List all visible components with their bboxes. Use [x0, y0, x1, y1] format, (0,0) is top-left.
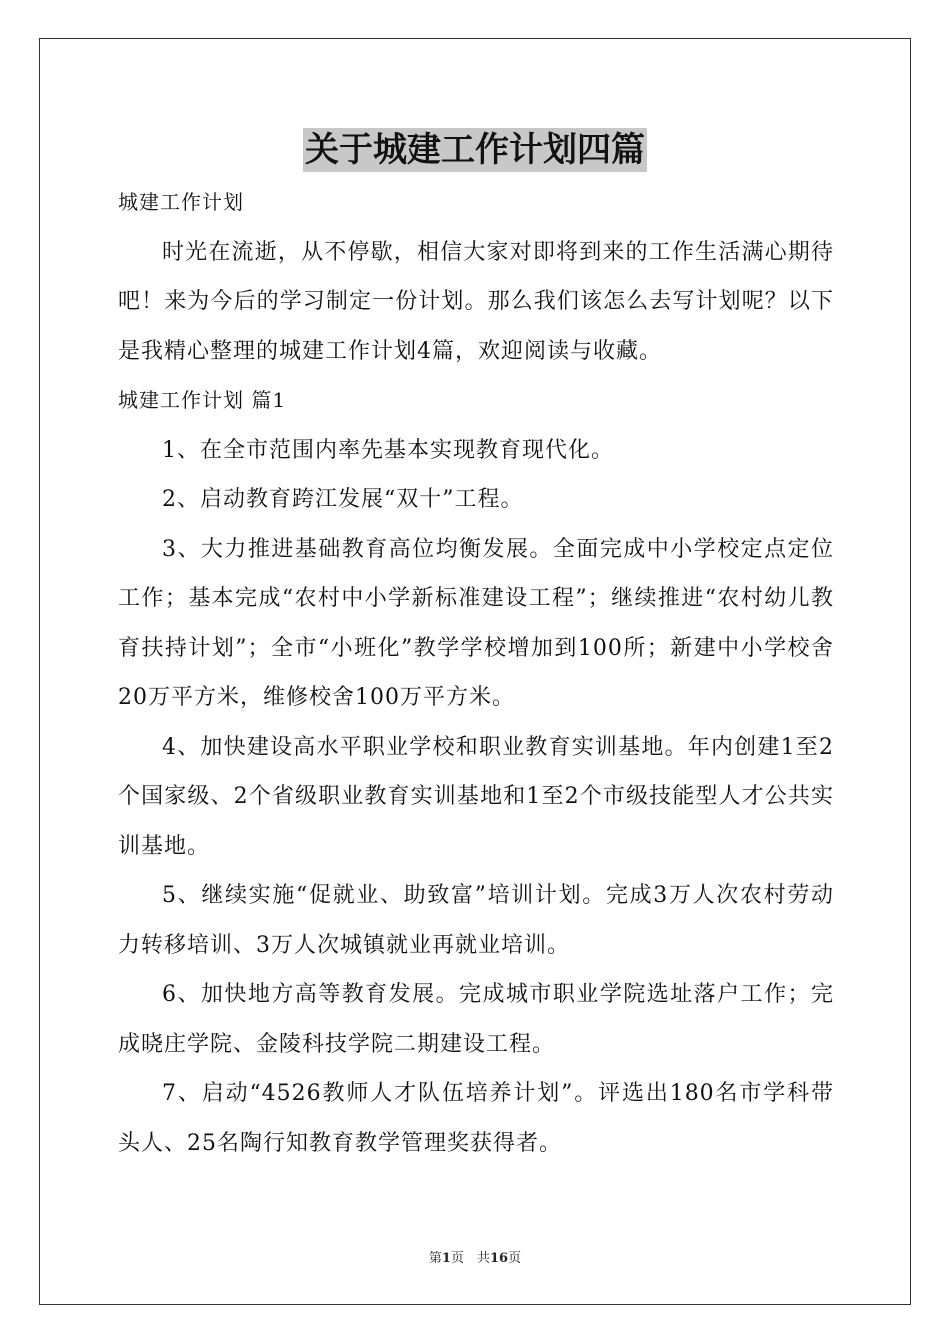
list-item: 3、大力推进基础教育高位均衡发展。全面完成中小学校定点定位工作；基本完成“农村中小学新标准建设工程”；继续推进“农村幼儿教育扶持计划”；全市“小班化”教学学校增加到100所；新建中小学校舍20万平方米，维修校舍100万平方米。	[118, 536, 834, 710]
footer-prefix: 第	[428, 1251, 442, 1266]
footer-suffix: 页	[508, 1251, 522, 1266]
document-body	[118, 178, 834, 1168]
title-wrap	[0, 128, 950, 172]
document-title: 关于城建工作计划四篇	[305, 130, 645, 170]
page-total: 16	[489, 1251, 509, 1266]
list-item: 1、在全市范围内率先基本实现教育现代化。	[162, 437, 614, 463]
section-heading: 城建工作计划 篇1	[118, 388, 287, 412]
list-item: 2、启动教育跨江发展“双十”工程。	[162, 487, 524, 512]
list-item: 6、加快地方高等教育发展。完成城市职业学院选址落户工作；完成晓庄学院、金陵科技学院二期建设工程。	[118, 982, 834, 1057]
intro-paragraph: 时光在流逝，从不停歇，相信大家对即将到来的工作生活满心期待吧！来为今后的学习制定一份计划。那么我们该怎么去写计划呢？以下是我精心整理的城建工作计划4篇，欢迎阅读与收藏。	[118, 239, 834, 364]
list-item: 5、继续实施“促就业、助致富”培训计划。完成3万人次农村劳动力转移培训、3万人次城镇就业再就业培训。	[118, 883, 834, 958]
subtitle: 城建工作计划	[118, 190, 244, 214]
page-number: 1	[441, 1251, 451, 1266]
page-footer	[0, 1247, 950, 1266]
list-item: 4、加快建设高水平职业学校和职业教育实训基地。年内创建1至2个国家级、2个省级职业教育实训基地和1至2个市级技能型人才公共实训基地。	[118, 734, 834, 859]
footer-mid: 页 共	[450, 1251, 490, 1266]
list-item: 7、启动“4526教师人才队伍培养计划”。评选出180名市学科带头人、25名陶行知教育教学管理奖获得者。	[118, 1081, 834, 1156]
